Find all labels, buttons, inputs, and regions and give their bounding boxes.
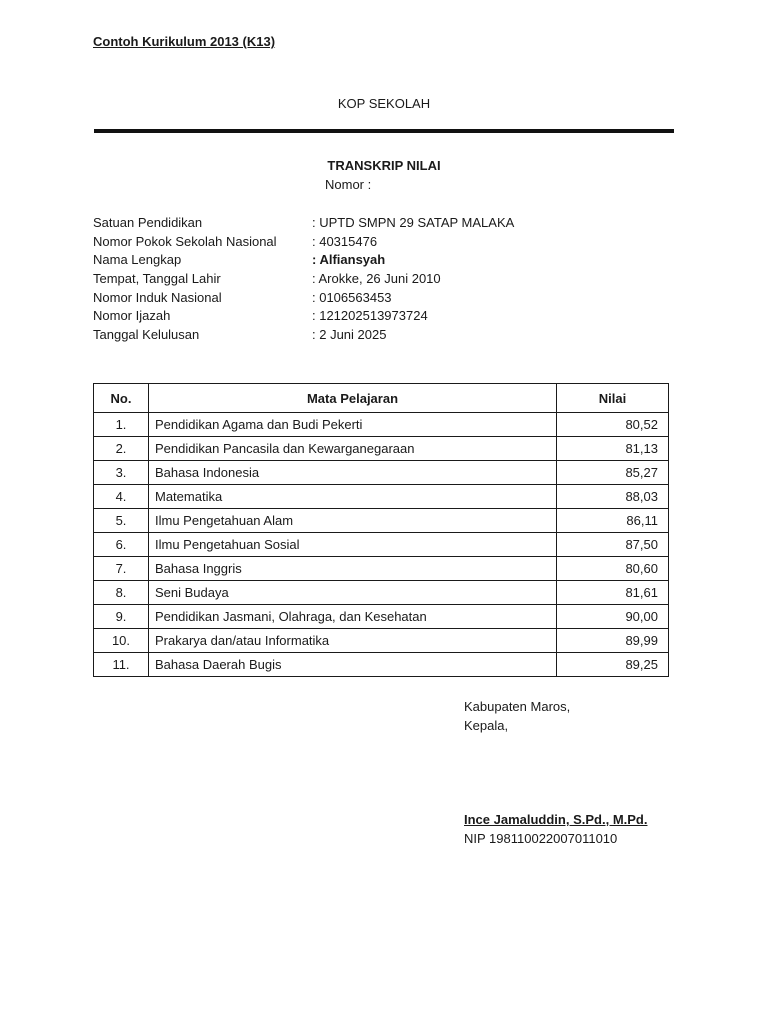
identity-label: Tanggal Kelulusan <box>93 327 200 343</box>
column-header-number: No. <box>94 384 149 413</box>
identity-row-npsn <box>93 233 693 252</box>
row-number: 1. <box>94 413 149 437</box>
identity-label: Nomor Pokok Sekolah Nasional <box>93 233 277 249</box>
table-header-row <box>94 384 669 413</box>
row-score: 90,00 <box>557 605 669 629</box>
table-row <box>94 629 669 653</box>
table-row <box>94 653 669 677</box>
column-header-subject: Mata Pelajaran <box>149 384 557 413</box>
letterhead-divider <box>94 129 674 133</box>
document-label: Contoh Kurikulum 2013 (K13) <box>93 34 276 49</box>
document-number: Nomor : <box>325 177 372 192</box>
table-row <box>94 461 669 485</box>
identity-label: Nomor Induk Nasional <box>93 289 222 305</box>
row-subject: Pendidikan Pancasila dan Kewarganegaraan <box>149 437 557 461</box>
identity-label: Satuan Pendidikan <box>93 215 203 230</box>
grades-table <box>93 383 669 677</box>
identity-row-certificate <box>93 307 693 326</box>
table-row <box>94 437 669 461</box>
identity-row-school <box>93 214 693 233</box>
row-subject: Bahasa Indonesia <box>149 461 557 485</box>
identity-value: : 2 Juni 2025 <box>312 327 387 343</box>
row-subject: Ilmu Pengetahuan Sosial <box>149 533 557 557</box>
row-number: 10. <box>94 629 149 653</box>
row-score: 89,99 <box>557 629 669 653</box>
row-subject: Bahasa Daerah Bugis <box>149 653 557 677</box>
identity-value: : 40315476 <box>312 233 378 249</box>
row-number: 5. <box>94 509 149 533</box>
row-score: 89,25 <box>557 653 669 677</box>
signer-nip: NIP 198110022007011010 <box>464 831 618 846</box>
identity-value: : UPTD SMPN 29 SATAP MALAKA <box>312 215 515 230</box>
identity-value: : 0106563453 <box>312 289 392 305</box>
identity-row-name <box>93 251 693 270</box>
row-number: 9. <box>94 605 149 629</box>
student-identity <box>93 214 693 345</box>
row-subject: Matematika <box>149 485 557 509</box>
table-row <box>94 605 669 629</box>
column-header-score: Nilai <box>557 384 669 413</box>
row-number: 11. <box>94 653 149 677</box>
row-score: 81,61 <box>557 581 669 605</box>
school-letterhead: KOP SEKOLAH <box>337 96 431 111</box>
row-number: 8. <box>94 581 149 605</box>
row-number: 4. <box>94 485 149 509</box>
table-row <box>94 557 669 581</box>
row-score: 80,52 <box>557 413 669 437</box>
row-number: 3. <box>94 461 149 485</box>
identity-label: Tempat, Tanggal Lahir <box>93 271 221 287</box>
row-subject: Ilmu Pengetahuan Alam <box>149 509 557 533</box>
identity-row-nisn <box>93 289 693 308</box>
identity-value: : 121202513973724 <box>312 308 428 324</box>
row-number: 7. <box>94 557 149 581</box>
row-score: 88,03 <box>557 485 669 509</box>
row-number: 6. <box>94 533 149 557</box>
document-title: TRANSKRIP NILAI <box>327 158 441 173</box>
signature-place: Kabupaten Maros, <box>464 699 571 714</box>
identity-value: : Arokke, 26 Juni 2010 <box>312 271 441 287</box>
signer-block <box>464 810 647 848</box>
identity-row-birth <box>93 270 693 289</box>
table-row <box>94 533 669 557</box>
row-score: 86,11 <box>557 509 669 533</box>
table-row <box>94 509 669 533</box>
identity-label: Nama Lengkap <box>93 252 182 268</box>
row-subject: Bahasa Inggris <box>149 557 557 581</box>
row-score: 85,27 <box>557 461 669 485</box>
row-subject: Pendidikan Agama dan Budi Pekerti <box>149 413 557 437</box>
signature-block <box>464 697 570 735</box>
signer-name: Ince Jamaluddin, S.Pd., M.Pd. <box>464 812 648 827</box>
table-row <box>94 413 669 437</box>
identity-value: : Alfiansyah <box>312 252 386 268</box>
row-subject: Seni Budaya <box>149 581 557 605</box>
identity-row-graduation <box>93 326 693 345</box>
row-subject: Prakarya dan/atau Informatika <box>149 629 557 653</box>
signature-role: Kepala, <box>464 718 509 733</box>
table-row <box>94 581 669 605</box>
row-subject: Pendidikan Jasmani, Olahraga, dan Kesehatan <box>149 605 557 629</box>
table-row <box>94 485 669 509</box>
row-score: 80,60 <box>557 557 669 581</box>
row-score: 81,13 <box>557 437 669 461</box>
identity-label: Nomor Ijazah <box>93 308 171 324</box>
row-number: 2. <box>94 437 149 461</box>
row-score: 87,50 <box>557 533 669 557</box>
